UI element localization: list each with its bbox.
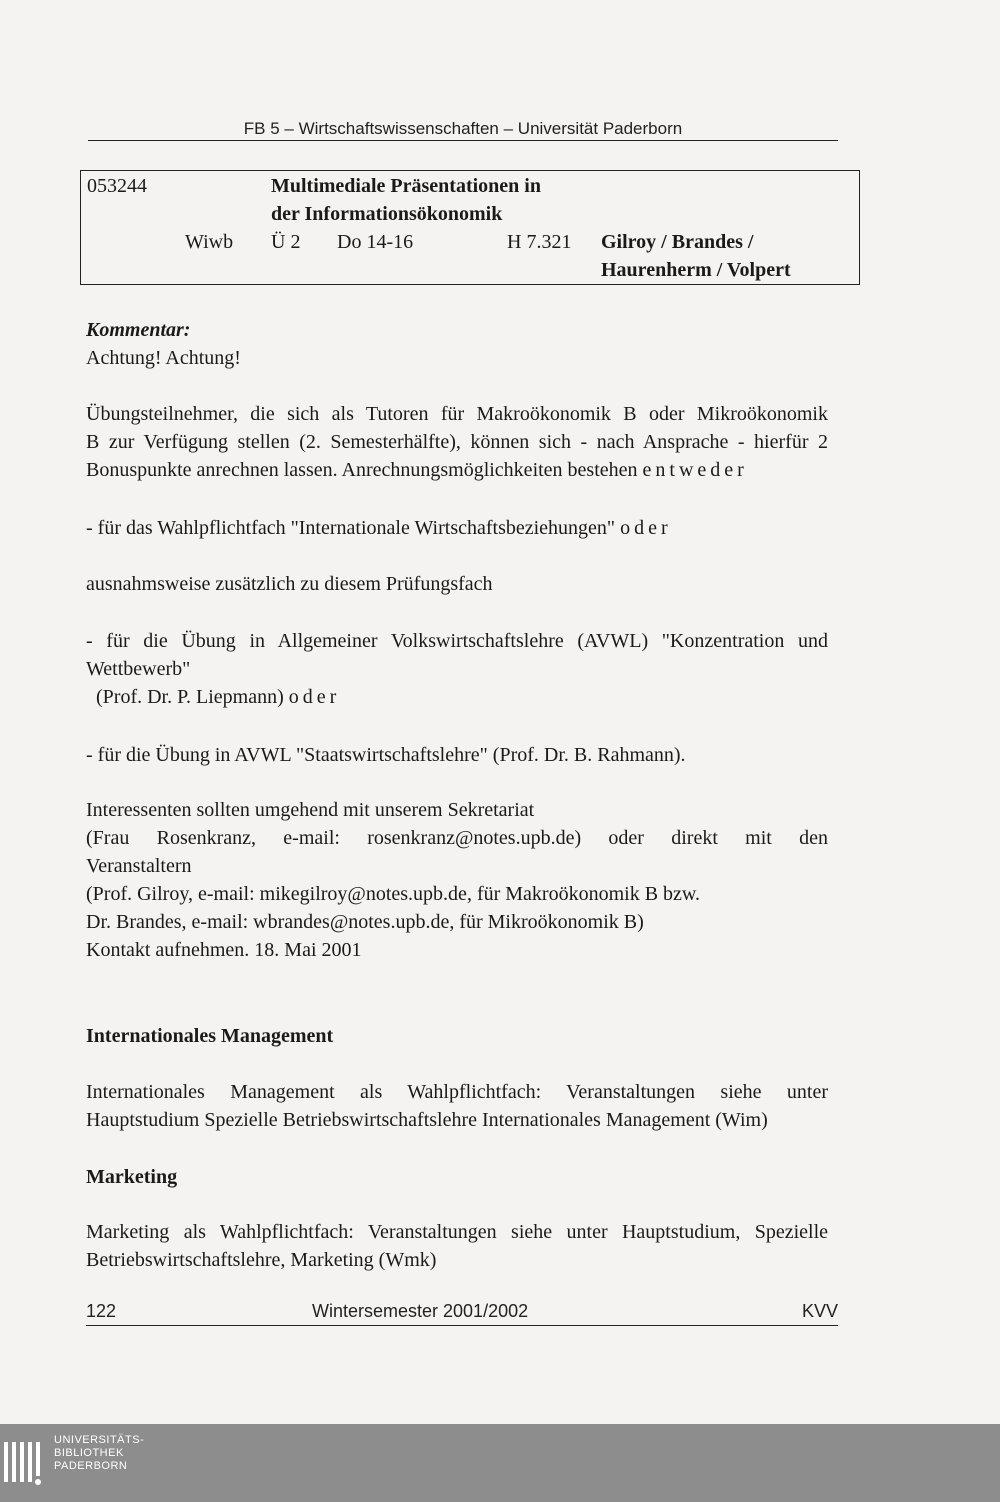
course-title-line1: Multimediale Präsentationen in xyxy=(271,175,541,197)
text-line xyxy=(86,456,828,484)
course-lecturers-line2: Haurenherm / Volpert xyxy=(601,259,791,281)
option-2 xyxy=(86,627,828,711)
comment-paragraph-1 xyxy=(86,400,828,484)
text-line: Veranstaltern xyxy=(86,855,192,877)
spaced-word: oder xyxy=(620,517,672,539)
text-line: Internationales Management als Wahlpflichtfach: Veranstaltungen siehe unter xyxy=(86,1081,828,1103)
text-line xyxy=(86,683,828,711)
course-number: 053244 xyxy=(87,175,147,197)
comment-attention: Achtung! Achtung! xyxy=(86,347,241,369)
comment-label: Kommentar: xyxy=(86,319,191,341)
course-entry-box xyxy=(80,170,860,285)
text-line: B zur Verfügung stellen (2. Semesterhälfte), können sich - nach Ansprache - hierfür 2 xyxy=(86,431,828,453)
course-time: Do 14-16 xyxy=(337,231,414,253)
library-logo-icon xyxy=(4,1438,46,1488)
text-line: Kontakt aufnehmen. 18. Mai 2001 xyxy=(86,939,362,961)
spaced-word: oder xyxy=(288,686,341,708)
section-marketing xyxy=(86,1163,828,1191)
text-line: - für die Übung in AVWL "Staatswirtschaftslehre" (Prof. Dr. B. Rahmann). xyxy=(86,744,686,766)
text-line: Wettbewerb" xyxy=(86,658,191,680)
spaced-word: entweder xyxy=(642,459,748,481)
page-number: 122 xyxy=(86,1301,117,1321)
text-line: Dr. Brandes, e-mail: wbrandes@notes.upb.de, für Mikroökonomik B) xyxy=(86,911,644,933)
text-line: ausnahmsweise zusätzlich zu diesem Prüfungsfach xyxy=(86,573,493,595)
additional-note xyxy=(86,570,828,598)
course-lecturers-line1: Gilroy / Brandes / xyxy=(601,231,754,253)
text-line: Hauptstudium Spezielle Betriebswirtschaftslehre Internationales Management (Wim) xyxy=(86,1109,768,1131)
page-header: FB 5 – Wirtschaftswissenschaften – Universität Paderborn xyxy=(88,118,838,141)
text-line: - für die Übung in Allgemeiner Volkswirtschaftslehre (AVWL) "Konzentration und xyxy=(86,630,828,652)
section-marketing-text xyxy=(86,1218,828,1274)
contact-paragraph xyxy=(86,796,828,964)
option-3 xyxy=(86,741,828,769)
option-1 xyxy=(86,514,828,542)
section-heading: Marketing xyxy=(86,1166,178,1188)
course-title-line2: der Informationsökonomik xyxy=(271,203,503,225)
page-footer xyxy=(86,1299,838,1326)
text-span: - für das Wahlpflichtfach "Internationale Wirtschaftsbeziehungen" xyxy=(86,517,616,539)
library-footer-bar xyxy=(0,1424,1000,1502)
library-name-line: PADERBORN xyxy=(54,1460,128,1472)
text-line: (Frau Rosenkranz, e-mail: rosenkranz@notes.upb.de) oder direkt mit den xyxy=(86,827,828,849)
comment-section xyxy=(86,316,828,372)
library-name-line: BIBLIOTHEK xyxy=(54,1447,124,1459)
section-international-management xyxy=(86,1022,828,1050)
text-span: Bonuspunkte anrechnen lassen. Anrechnungsmöglichkeiten bestehen xyxy=(86,459,638,481)
library-name-line: UNIVERSITÄTS- xyxy=(54,1434,145,1446)
text-span: (Prof. Dr. P. Liepmann) xyxy=(96,686,284,708)
text-line: Marketing als Wahlpflichtfach: Veranstaltungen siehe unter Hauptstudium, Spezielle xyxy=(86,1221,828,1243)
text-line: Betriebswirtschaftslehre, Marketing (Wmk) xyxy=(86,1249,437,1271)
catalog-code: KVV xyxy=(801,1301,838,1321)
text-line xyxy=(86,514,828,542)
course-room: H 7.321 xyxy=(507,231,572,253)
text-line: Übungsteilnehmer, die sich als Tutoren für Makroökonomik B oder Mikroökonomik xyxy=(86,403,828,425)
section-international-management-text xyxy=(86,1078,828,1134)
semester-label: Wintersemester 2001/2002 xyxy=(312,1301,529,1321)
course-area: Wiwb xyxy=(185,231,234,253)
course-type: Ü 2 xyxy=(271,231,301,253)
text-line: Interessenten sollten umgehend mit unserem Sekretariat xyxy=(86,799,535,821)
section-heading: Internationales Management xyxy=(86,1025,334,1047)
text-line: (Prof. Gilroy, e-mail: mikegilroy@notes.upb.de, für Makroökonomik B bzw. xyxy=(86,883,701,905)
library-name xyxy=(54,1434,144,1473)
